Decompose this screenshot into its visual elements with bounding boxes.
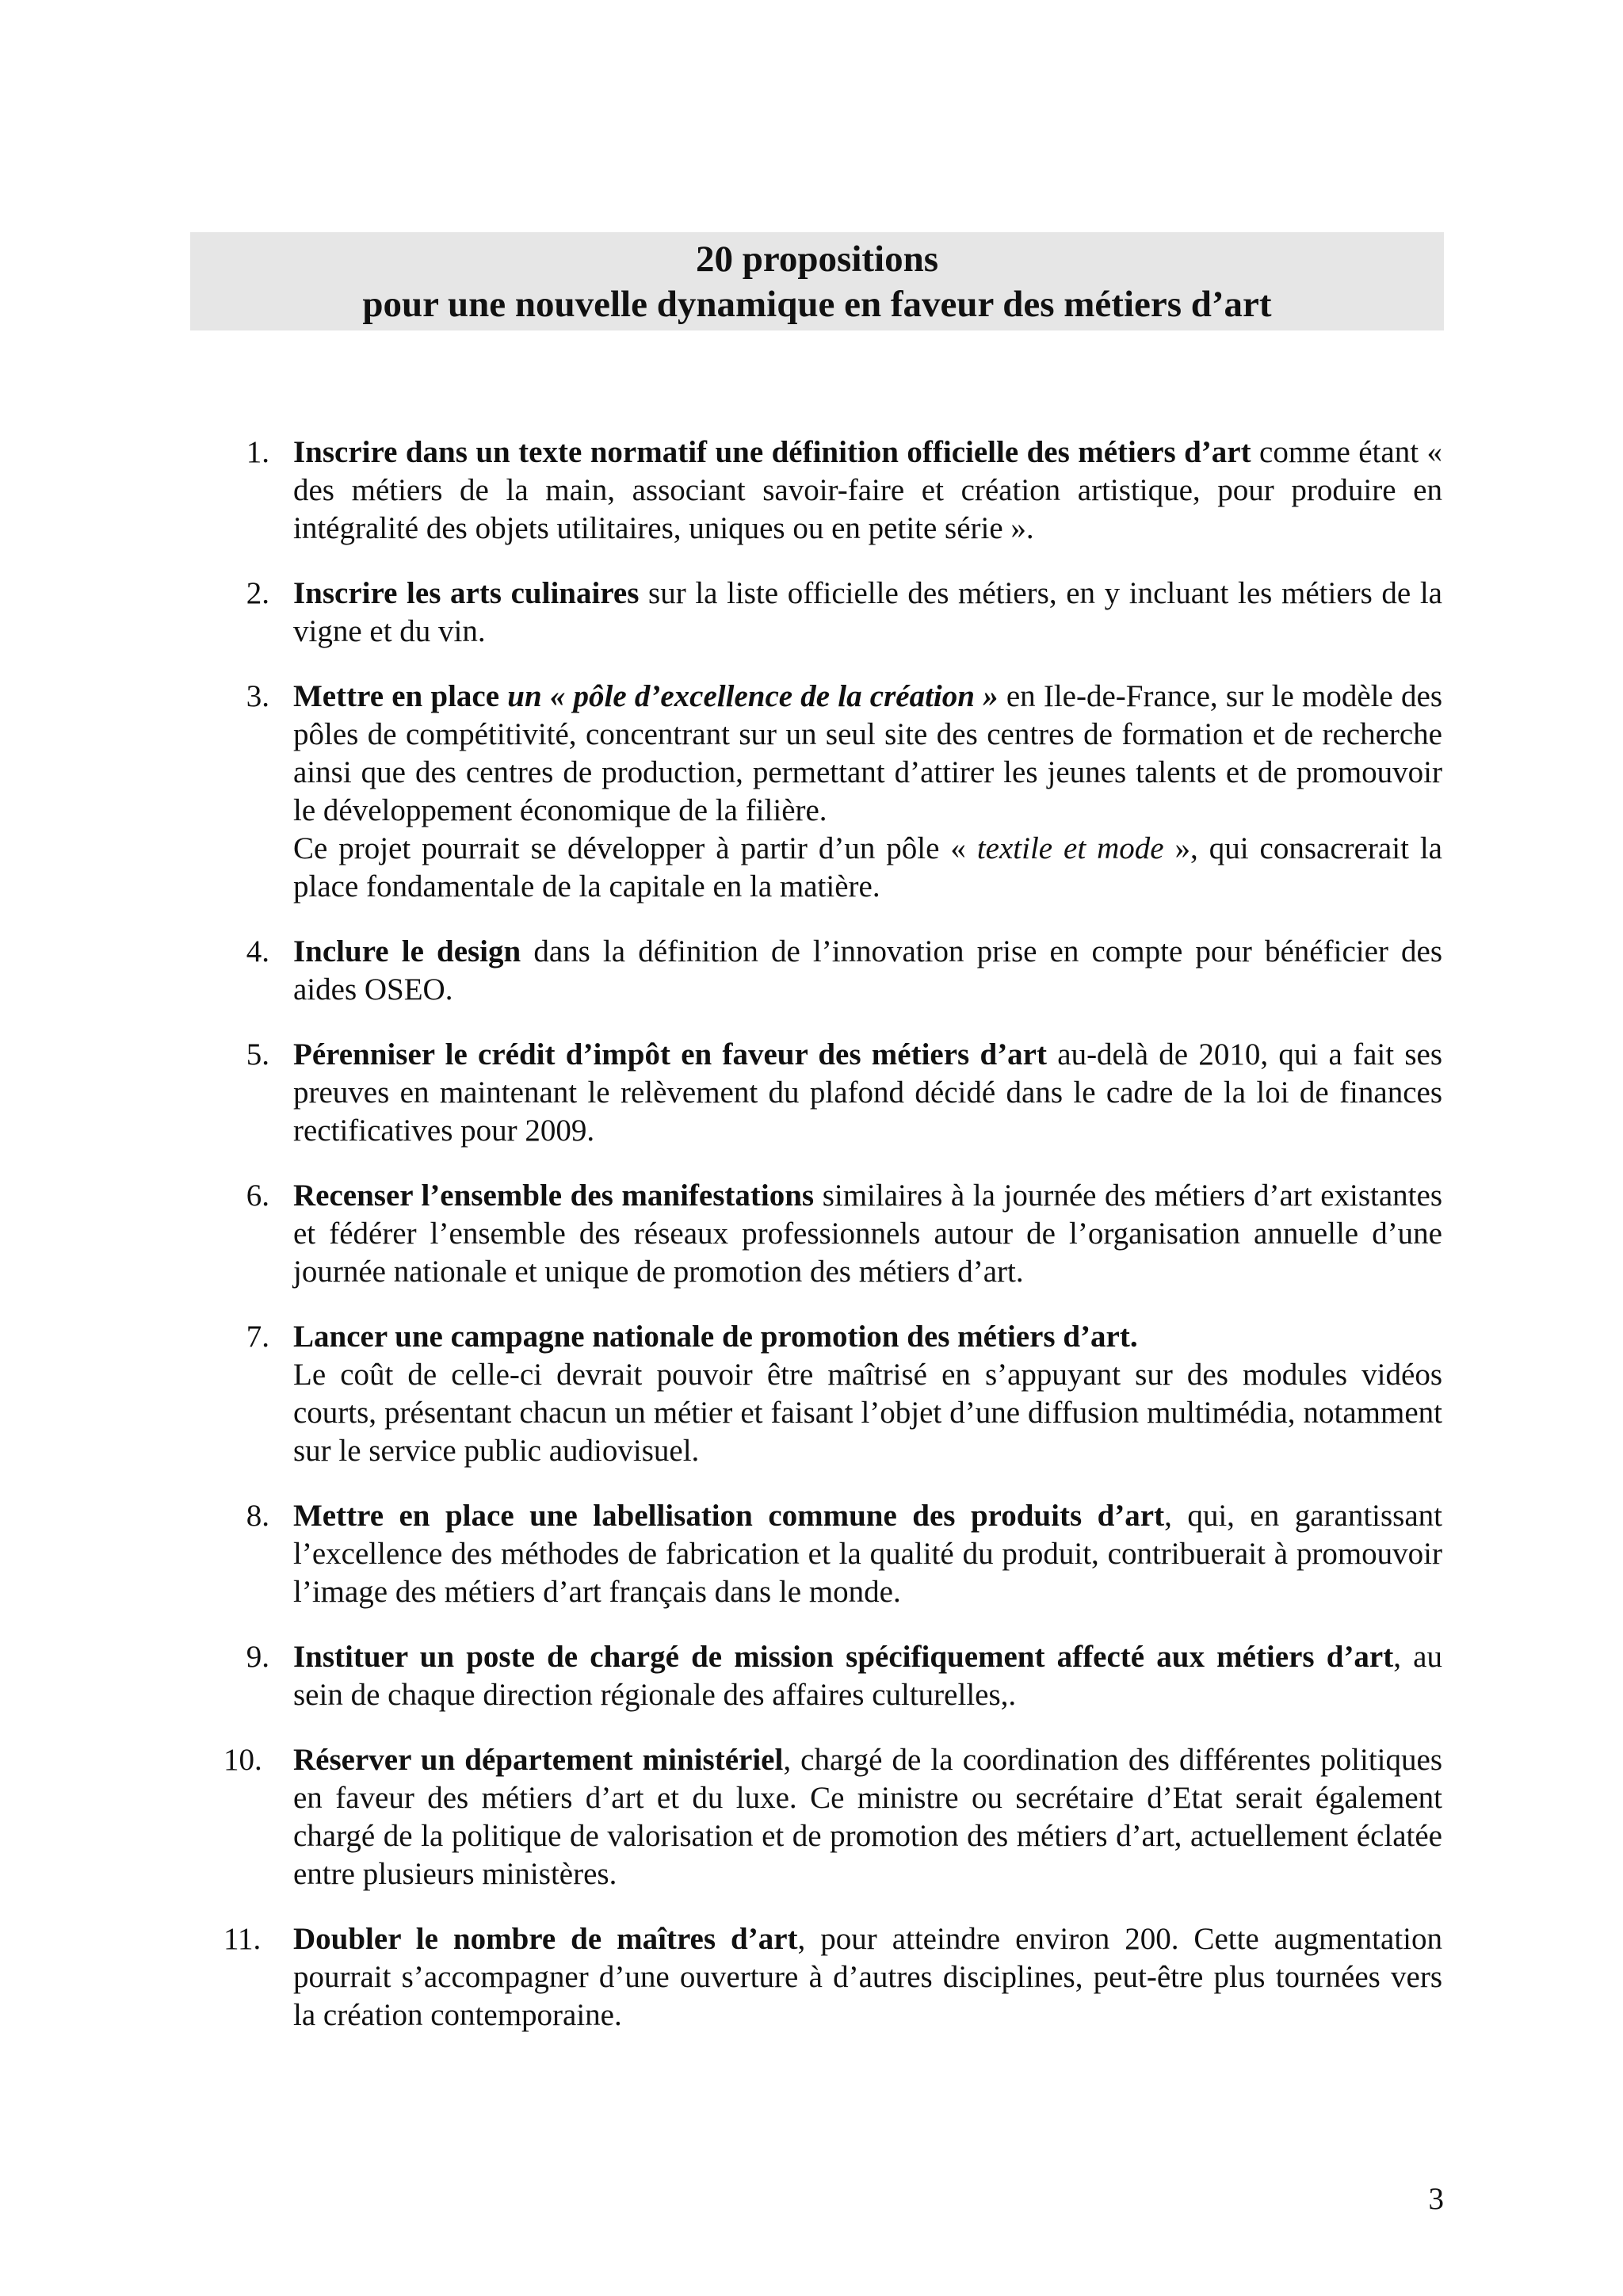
proposition-item — [238, 1497, 1442, 1611]
item-text: , qui, en garantissant l’excellence des méthodes de fabrication et la qualité du produit, contribuerait à promouvoir l’image des métiers d’art français dans le monde. — [293, 1499, 1442, 1609]
proposition-item — [238, 1638, 1442, 1714]
item-paragraph — [293, 575, 1442, 651]
item-bold-text: Mettre en place une labellisation commune des produits d’art — [293, 1499, 1165, 1533]
propositions-list — [223, 434, 1443, 2061]
item-text: en Ile-de-France, sur le modèle des pôles de compétitivité, concentrant sur un seul site des centres de formation et de recherche ainsi que des centres de production, permettant d’attirer les jeunes talents et de promouvoir le développement économique de la filière. — [293, 679, 1442, 827]
item-paragraph — [293, 933, 1442, 1009]
item-paragraph — [293, 1177, 1442, 1291]
item-text: , au sein de chaque direction régionale des affaires culturelles,. — [293, 1640, 1442, 1712]
item-number: 6. — [246, 1179, 269, 1213]
item-number: 7. — [246, 1320, 269, 1354]
item-italic-text: textile et mode — [976, 831, 1164, 865]
proposition-item — [238, 1036, 1442, 1150]
proposition-item — [238, 434, 1442, 548]
item-bold-text: Inscrire les arts culinaires — [293, 576, 640, 610]
item-bold-italic-text: un « pôle d’excellence de la création » — [507, 679, 999, 713]
item-paragraph — [293, 434, 1442, 548]
proposition-item — [223, 1920, 1442, 2034]
item-number: 9. — [246, 1640, 269, 1674]
item-text: au-delà de 2010, qui a fait ses preuves en maintenant le relèvement du plafond décidé dans le cadre de la loi de finances rectificatives pour 2009. — [293, 1037, 1442, 1148]
item-bold-text: Pérenniser le crédit d’impôt en faveur des métiers d’art — [293, 1037, 1047, 1072]
item-paragraph — [293, 1741, 1442, 1893]
item-number: 11. — [223, 1922, 262, 1956]
item-paragraph — [293, 1920, 1442, 2034]
item-text: dans la définition de l’innovation prise en compte pour bénéficier des aides OSEO. — [293, 934, 1442, 1007]
item-paragraph-2 — [293, 830, 1442, 906]
item-text: , pour atteindre environ 200. Cette augmentation pourrait s’accompagner d’une ouverture à d’autres disciplines, peut-être plus tournées vers la création contemporaine. — [293, 1922, 1442, 2032]
item-bold-text: Doubler le nombre de maîtres d’art — [293, 1922, 798, 1956]
proposition-item — [238, 1318, 1442, 1470]
item-bold-text: Lancer une campagne nationale de promotion des métiers d’art. — [293, 1320, 1138, 1354]
item-text: , chargé de la coordination des différentes politiques en faveur des métiers d’art et du luxe. Ce ministre ou secrétaire d’Etat serait également chargé de la politique de valorisation et de promotion des métiers d’art, actuellement éclatée entre plusieurs ministères. — [293, 1743, 1443, 1891]
item-bold-text: Inscrire dans un texte normatif une définition officielle des métiers d’art — [293, 435, 1251, 469]
document-title-box — [190, 232, 1444, 330]
item-bold-text: Recenser l’ensemble des manifestations — [293, 1179, 815, 1213]
item-text: Ce projet pourrait se développer à partir d’un pôle « — [293, 831, 977, 865]
item-bold-text: Inclure le design — [293, 934, 521, 968]
item-number: 4. — [246, 934, 269, 968]
item-number: 10. — [223, 1743, 262, 1777]
item-bold-text: Mettre en place — [293, 679, 508, 713]
item-paragraph — [293, 1318, 1442, 1356]
item-bold-text: Réserver un département ministériel — [293, 1743, 784, 1777]
item-number: 5. — [246, 1037, 269, 1072]
proposition-item — [238, 575, 1442, 651]
item-paragraph — [293, 1638, 1442, 1714]
item-paragraph-2: Le coût de celle-ci devrait pouvoir être maîtrisé en s’appuyant sur des modules vidéos courts, présentant chacun un métier et faisant l’objet d’une diffusion multimédia, notamment sur le service public audiovisuel. — [293, 1358, 1442, 1468]
item-text: sur la liste officielle des métiers, en y incluant les métiers de la vigne et du vin. — [293, 576, 1442, 648]
item-number: 2. — [246, 576, 269, 610]
proposition-item — [223, 1741, 1443, 1893]
item-paragraph — [293, 1497, 1442, 1611]
item-paragraph — [293, 1036, 1442, 1150]
proposition-item — [238, 933, 1442, 1009]
item-bold-text: Instituer un poste de chargé de mission spécifiquement affecté aux métiers d’art — [293, 1640, 1394, 1674]
item-text: », qui consacrerait la place fondamentale de la capitale en la matière. — [293, 831, 1442, 904]
item-number: 8. — [246, 1499, 269, 1533]
page-number: 3 — [1428, 2182, 1444, 2216]
item-number: 1. — [246, 435, 269, 469]
title-line-2: pour une nouvelle dynamique en faveur des métiers d’art — [362, 284, 1272, 325]
item-paragraph — [293, 678, 1442, 830]
item-number: 3. — [246, 679, 269, 713]
proposition-item — [238, 1177, 1442, 1291]
item-text: similaires à la journée des métiers d’art existantes et fédérer l’ensemble des réseaux professionnels autour de l’organisation annuelle d’une journée nationale et unique de promotion des métiers d’art. — [293, 1179, 1442, 1289]
title-line-1: 20 propositions — [695, 239, 939, 280]
item-text: comme étant « des métiers de la main, associant savoir-faire et création artistique, pour produire en intégralité des objets utilitaires, uniques ou en petite série ». — [293, 435, 1442, 545]
proposition-item — [238, 678, 1442, 906]
